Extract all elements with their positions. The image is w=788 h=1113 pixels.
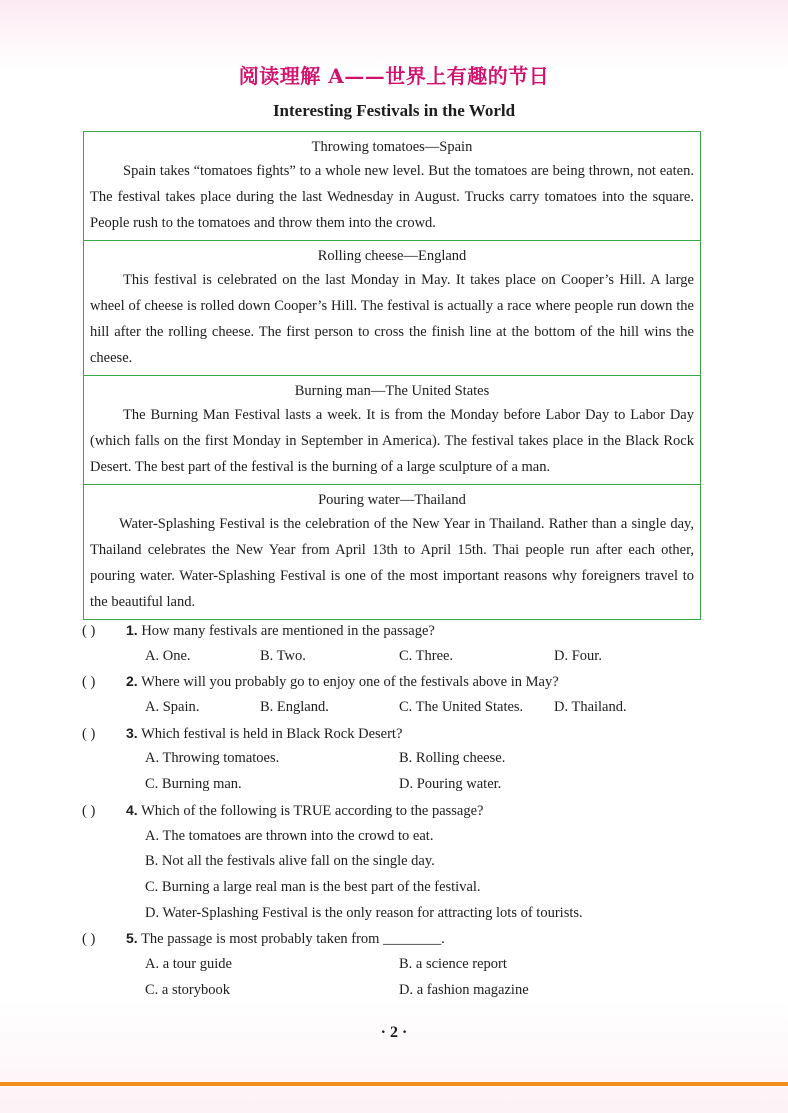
option-row bbox=[82, 824, 702, 850]
question-text: Where will you probably go to enjoy one of the festivals above in May? bbox=[141, 674, 559, 691]
option-a[interactable]: A. The tomatoes are thrown into the crowd to eat. bbox=[145, 827, 434, 844]
passage-title: Interesting Festivals in the World bbox=[272, 101, 516, 120]
passage-section bbox=[84, 484, 700, 619]
option-b[interactable]: B. England. bbox=[260, 699, 329, 716]
section-heading: Rolling cheese—England bbox=[317, 248, 467, 264]
option-a[interactable]: A. Spain. bbox=[145, 699, 200, 716]
option-c[interactable]: C. Burning a large real man is the best part of the festival. bbox=[145, 878, 481, 895]
question-1 bbox=[82, 618, 702, 644]
question-text: How many festivals are mentioned in the passage? bbox=[141, 623, 435, 639]
option-row bbox=[82, 978, 702, 1004]
answer-blank[interactable]: ( ) bbox=[82, 674, 96, 691]
question-number: 1. bbox=[126, 622, 138, 638]
question-5 bbox=[82, 926, 702, 952]
section-heading: Throwing tomatoes—Spain bbox=[311, 139, 473, 155]
option-b[interactable]: B. Rolling cheese. bbox=[399, 750, 506, 767]
question-2 bbox=[82, 669, 702, 695]
footer-divider bbox=[0, 1082, 788, 1086]
option-d[interactable]: D. a fashion magazine bbox=[399, 981, 529, 998]
question-text: The passage is most probably taken from ________. bbox=[141, 931, 445, 948]
option-c[interactable]: C. Burning man. bbox=[145, 776, 242, 793]
option-b[interactable]: B. Two. bbox=[260, 647, 306, 664]
section-body: This festival is celebrated on the last Monday in May. It takes place on Cooper’s Hill. A large wheel of cheese is rolled down Cooper’s Hill. The festival is actually a race where people run down the hill after the rolling cheese. The first person to cross the finish line at the bottom of the hill wins the cheese. bbox=[90, 272, 694, 366]
option-row bbox=[82, 901, 702, 927]
page-title: 阅读理解 A——世界上有趣的节日 bbox=[238, 64, 550, 88]
option-b[interactable]: B. a science report bbox=[399, 955, 507, 972]
answer-blank[interactable]: ( ) bbox=[82, 623, 96, 639]
section-heading: Burning man—The United States bbox=[294, 383, 490, 399]
option-row bbox=[82, 849, 702, 875]
option-c[interactable]: C. a storybook bbox=[145, 981, 230, 998]
passage-section bbox=[84, 240, 700, 375]
option-c[interactable]: C. The United States. bbox=[399, 699, 524, 716]
question-number: 3. bbox=[126, 724, 138, 741]
option-a[interactable]: A. Throwing tomatoes. bbox=[145, 750, 280, 767]
option-row bbox=[82, 875, 702, 901]
passage-section bbox=[84, 132, 700, 240]
section-body: Spain takes “tomatoes fights” to a whole new level. But the tomatoes are being thrown, not eaten. The festival takes place during the last Wednesday in August. Trucks carry tomatoes into the square. People rush to the tomatoes and throw them into the crowd. bbox=[90, 163, 694, 231]
option-row bbox=[82, 695, 702, 721]
question-number: 4. bbox=[126, 801, 138, 818]
option-a[interactable]: A. One. bbox=[145, 647, 191, 664]
question-text: Which festival is held in Black Rock Desert? bbox=[141, 725, 403, 742]
section-body: The Burning Man Festival lasts a week. It is from the Monday before Labor Day to Labor Day (which falls on the first Monday in September in America). The festival takes place in the Black Rock Desert. The best part of the festival is the burning of a large sculpture of a man. bbox=[90, 407, 694, 475]
page-number: · 2 · bbox=[380, 1024, 408, 1041]
question-list bbox=[82, 618, 702, 1003]
section-body: Water-Splashing Festival is the celebration of the New Year in Thailand. Rather than a single day, Thailand celebrates the New Year from April 13th to April 15th. Thai people run after each other, pouring water. Water-Splashing Festival is one of the most important reasons why foreigners travel to the beautiful land. bbox=[90, 516, 694, 610]
option-a[interactable]: A. a tour guide bbox=[145, 955, 232, 972]
option-d[interactable]: D. Pouring water. bbox=[399, 776, 502, 793]
question-number: 2. bbox=[126, 673, 138, 690]
option-c[interactable]: C. Three. bbox=[399, 647, 454, 664]
question-text: Which of the following is TRUE according to the passage? bbox=[141, 802, 484, 819]
option-row bbox=[82, 772, 702, 798]
option-d[interactable]: D. Water-Splashing Festival is the only reason for attracting lots of tourists. bbox=[145, 904, 583, 921]
section-heading: Pouring water—Thailand bbox=[318, 492, 466, 508]
option-row bbox=[82, 746, 702, 772]
passage-section bbox=[84, 375, 700, 484]
passage-box bbox=[83, 131, 701, 620]
answer-blank[interactable]: ( ) bbox=[82, 725, 96, 742]
question-number: 5. bbox=[126, 930, 138, 947]
option-row bbox=[82, 644, 702, 670]
answer-blank[interactable]: ( ) bbox=[82, 802, 96, 819]
option-b[interactable]: B. Not all the festivals alive fall on the single day. bbox=[145, 853, 435, 870]
option-row bbox=[82, 952, 702, 978]
question-4 bbox=[82, 798, 702, 824]
option-d[interactable]: D. Four. bbox=[554, 647, 602, 664]
option-d[interactable]: D. Thailand. bbox=[554, 699, 627, 716]
answer-blank[interactable]: ( ) bbox=[82, 931, 96, 948]
question-3 bbox=[82, 721, 702, 747]
